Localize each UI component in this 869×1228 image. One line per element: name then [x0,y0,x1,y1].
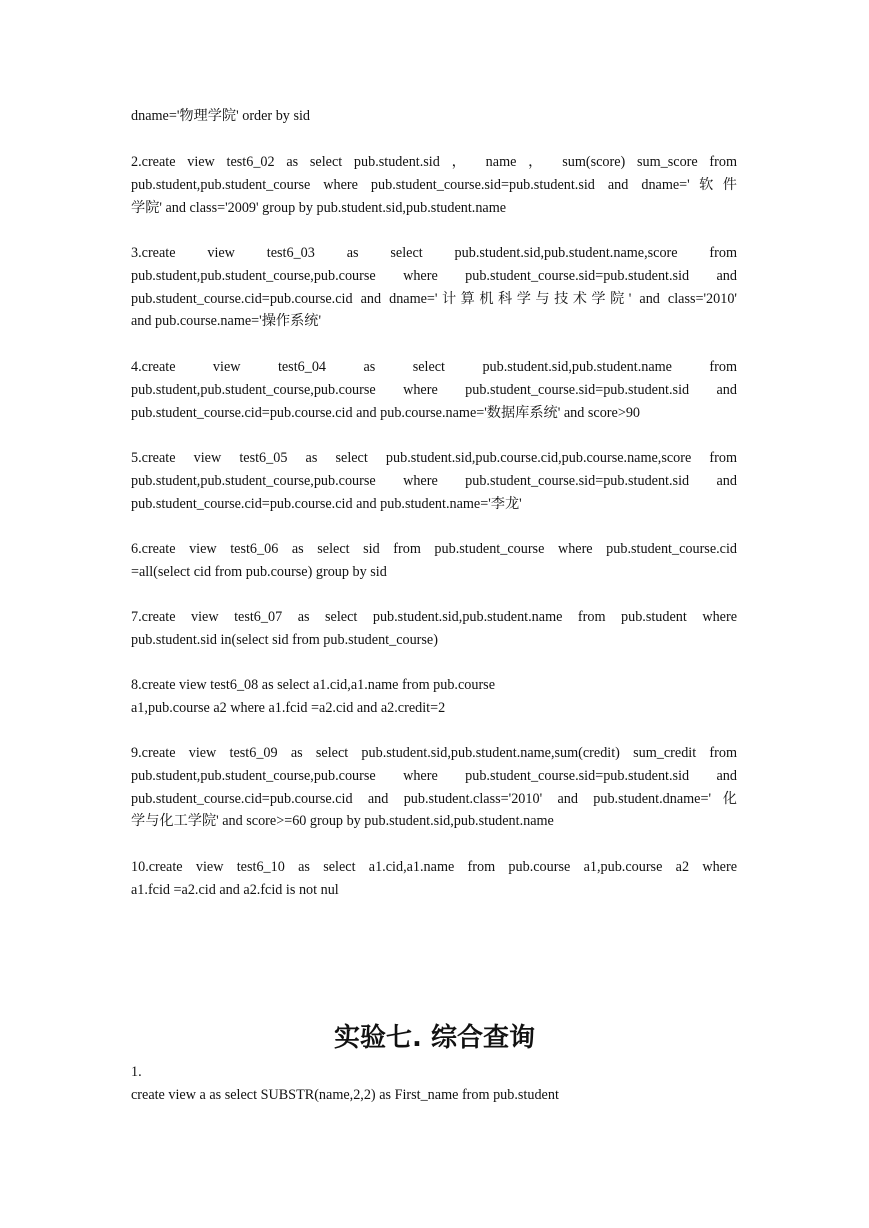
text-line: and pub.course.name='操作系统' [131,313,322,330]
text-line: pub.student_course.cid=pub.course.cid and dname='计算机科学与技术学院' and class='2010' [131,290,737,307]
text-line: 8.create view test6_08 as select a1.cid,a1.name from pub.course [131,677,496,693]
text-line: a1,pub.course a2 where a1.fcid =a2.cid and a2.credit=2 [131,699,446,716]
text-line: 6.create view test6_06 as select sid from pub.student_course where pub.student_course.cid [131,541,737,557]
text-line: =all(select cid from pub.course) group by sid [131,563,387,580]
text-line: pub.student,pub.student_course where pub.student_course.sid=pub.student.sid and dname='软件 [131,176,737,193]
paragraph-item-8 [131,674,737,720]
text-line: 2.create view test6_02 as select pub.student.sid ， name ， sum(score) sum_score from [131,154,737,170]
paragraph-item-5 [131,447,737,515]
paragraph-item-9 [131,742,737,833]
paragraph-item-6 [131,538,737,584]
text-line: pub.student,pub.student_course,pub.course where pub.student_course.sid=pub.student.sid and [131,767,737,784]
text-line: 学院' and class='2009' group by pub.student.sid,pub.student.name [131,199,507,216]
text-line: 3.create view test6_03 as select pub.student.sid,pub.student.name,score from [131,245,737,261]
section-item-1 [131,1061,737,1107]
text-line: 学与化工学院' and score>=60 group by pub.student.sid,pub.student.name [131,813,554,830]
paragraph-item-4 [131,356,737,424]
paragraph-item-10 [131,856,737,902]
text-line: 4.create view test6_04 as select pub.student.sid,pub.student.name from [131,359,737,375]
section-title: 实验七. 综合查询 [334,1023,535,1053]
section-item-number: 1. [131,1064,142,1080]
text-line: pub.student,pub.student_course,pub.course where pub.student_course.sid=pub.student.sid and [131,267,737,284]
text-line: pub.student.sid in(select sid from pub.student_course) [131,631,438,648]
text-line: 7.create view test6_07 as select pub.student.sid,pub.student.name from pub.student where [131,609,737,625]
text-line: pub.student_course.cid=pub.course.cid and pub.student.name='李龙' [131,495,522,512]
paragraph-item-3 [131,242,737,333]
text-line: dname='物理学院' order by sid [131,108,310,124]
text-line: pub.student,pub.student_course,pub.course where pub.student_course.sid=pub.student.sid and [131,472,737,489]
section-item-text: create view a as select SUBSTR(name,2,2) as First_name from pub.student [131,1086,559,1103]
intro-paragraph [131,105,737,128]
text-line: pub.student_course.cid=pub.course.cid and pub.student.class='2010' and pub.student.dname='化 [131,790,737,807]
text-line: a1.fcid =a2.cid and a2.fcid is not nul [131,881,339,898]
text-line: 5.create view test6_05 as select pub.student.sid,pub.course.cid,pub.course.name,score from [131,450,737,466]
text-line: pub.student,pub.student_course,pub.course where pub.student_course.sid=pub.student.sid and [131,381,737,398]
text-line: pub.student_course.cid=pub.course.cid and pub.course.name='数据库系统' and score>90 [131,404,641,421]
paragraph-item-7 [131,606,737,652]
paragraph-item-2 [131,151,737,219]
text-line: 9.create view test6_09 as select pub.student.sid,pub.student.name,sum(credit) sum_credit from [131,745,737,761]
text-line: 10.create view test6_10 as select a1.cid,a1.name from pub.course a1,pub.course a2 where [131,859,737,875]
